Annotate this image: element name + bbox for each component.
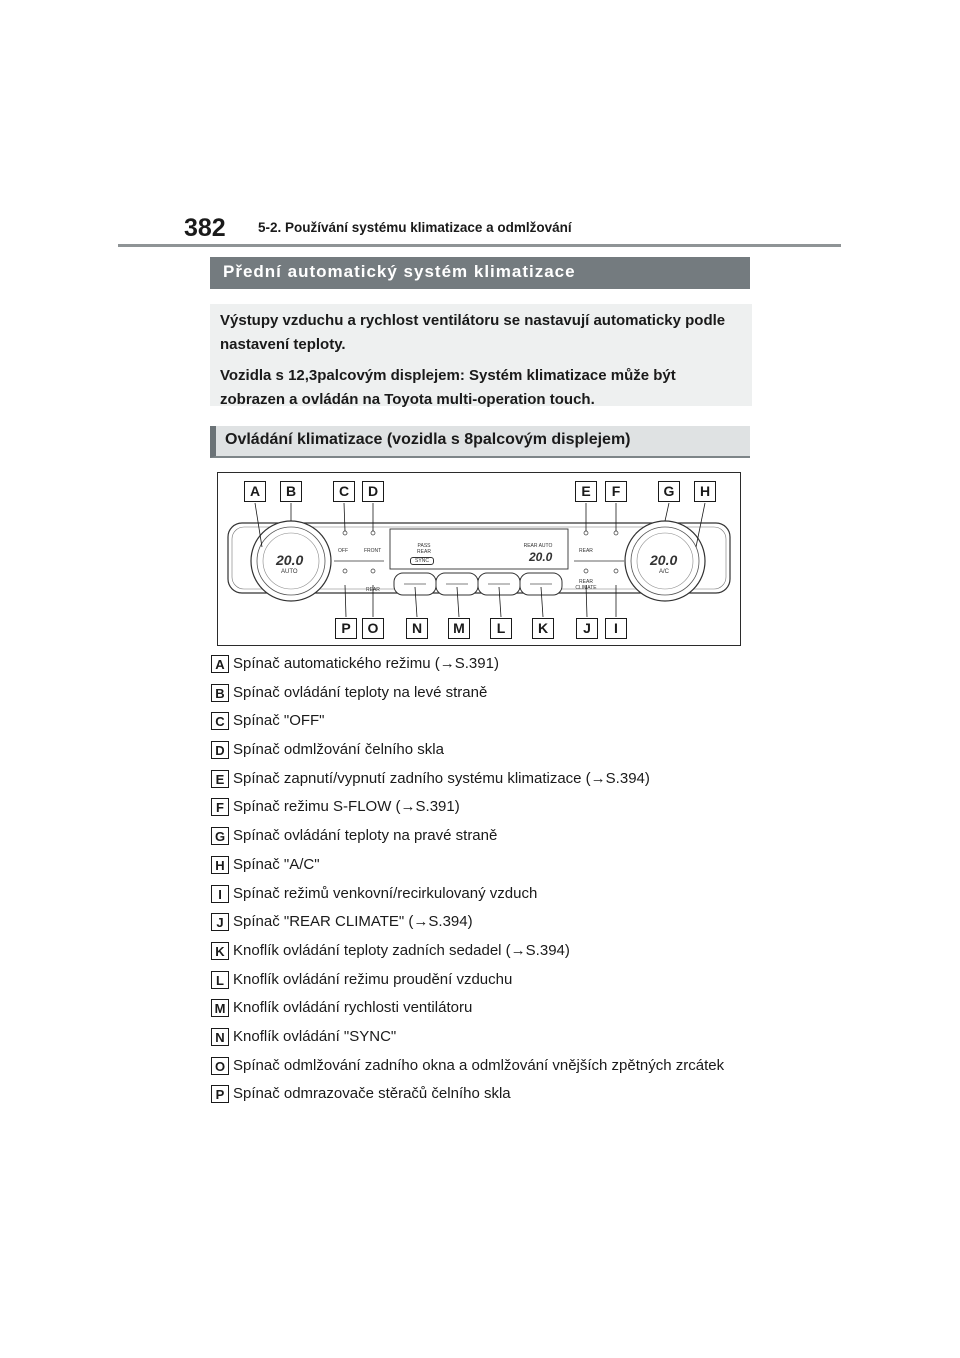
- legend-text: Spínač "REAR CLIMATE" (→S.394): [233, 913, 473, 931]
- legend-text: Spínač ovládání teploty na pravé straně: [233, 827, 498, 845]
- legend-text: Spínač odmlžování čelního skla: [233, 741, 444, 759]
- callout-a: A: [244, 481, 266, 502]
- list-item: [211, 655, 771, 684]
- callout-d: D: [362, 481, 384, 502]
- callout-n: N: [406, 618, 428, 639]
- intro-paragraph-2: Vozidla s 12,3palcovým displejem: Systém klimatizace může být zobrazen a ovládán na Toyota multi-operation touch.: [220, 367, 676, 408]
- right-temp-readout: 20.0: [650, 552, 678, 568]
- left-temp-readout: 20.0: [276, 552, 304, 568]
- rear-climate-label: REAR CLIMATE: [575, 579, 597, 591]
- section-title: Přední automatický systém klimatizace: [210, 257, 750, 289]
- legend-letter: F: [211, 798, 229, 816]
- subsection-heading: Ovládání klimatizace (vozidla s 8palcovým displejem): [210, 426, 750, 458]
- rear-defog-label: REAR: [366, 587, 380, 593]
- legend-letter: D: [211, 741, 229, 759]
- legend-text: Spínač odmrazovače stěračů čelního skla: [233, 1085, 511, 1103]
- callout-l: L: [490, 618, 512, 639]
- header-rule: [118, 244, 841, 247]
- sync-label: SYNC: [410, 557, 434, 565]
- callout-f: F: [605, 481, 627, 502]
- rear-temp-readout: 20.0: [529, 550, 553, 564]
- callout-i: I: [605, 618, 627, 639]
- legend-text: Spínač režimů venkovní/recirkulovaný vzduch: [233, 884, 538, 902]
- list-item: [211, 741, 771, 770]
- intro-box: [210, 304, 752, 406]
- legend-letter: B: [211, 684, 229, 702]
- legend-letter: H: [211, 856, 229, 874]
- legend-text: Knoflík ovládání teploty zadních sedadel (→S.394): [233, 941, 570, 959]
- list-item: [211, 770, 771, 799]
- legend-letter: G: [211, 827, 229, 845]
- legend-list: [211, 655, 771, 1114]
- legend-text: Knoflík ovládání "SYNC": [233, 1027, 397, 1045]
- page-number: 382: [184, 214, 226, 242]
- list-item: [211, 1085, 771, 1114]
- callout-b: B: [280, 481, 302, 502]
- legend-letter: C: [211, 712, 229, 730]
- list-item: [211, 913, 771, 942]
- legend-letter: E: [211, 770, 229, 788]
- legend-text: Spínač "OFF": [233, 712, 325, 730]
- list-item: [211, 971, 771, 1000]
- legend-letter: L: [211, 971, 229, 989]
- legend-letter: I: [211, 885, 229, 903]
- callout-h: H: [694, 481, 716, 502]
- rear-auto-label: REAR AUTO: [523, 543, 553, 549]
- callout-e: E: [575, 481, 597, 502]
- list-item: [211, 885, 771, 914]
- legend-text: Spínač odmlžování zadního okna a odmlžování vnějších zpětných zrcátek: [233, 1056, 725, 1074]
- legend-letter: A: [211, 655, 229, 673]
- legend-letter: O: [211, 1057, 229, 1075]
- legend-letter: P: [211, 1085, 229, 1103]
- list-item: [211, 684, 771, 713]
- list-item: [211, 1028, 771, 1057]
- callout-p: P: [335, 618, 357, 639]
- callout-o: O: [362, 618, 384, 639]
- left-auto-label: AUTO: [281, 569, 298, 575]
- list-item: [211, 856, 771, 885]
- legend-text: Spínač ovládání teploty na levé straně: [233, 683, 488, 701]
- list-item: [211, 827, 771, 856]
- legend-text: Knoflík ovládání rychlosti ventilátoru: [233, 999, 473, 1017]
- legend-text: Spínač automatického režimu (→S.391): [233, 655, 499, 672]
- legend-text: Spínač "A/C": [233, 855, 320, 873]
- list-item: [211, 942, 771, 971]
- legend-text: Knoflík ovládání režimu proudění vzduchu: [233, 970, 513, 988]
- off-label: OFF: [338, 548, 348, 554]
- legend-letter: K: [211, 942, 229, 960]
- callout-g: G: [658, 481, 680, 502]
- legend-text: Spínač režimu S-FLOW (→S.391): [233, 798, 460, 816]
- right-ac-label: A/C: [659, 569, 670, 575]
- legend-letter: J: [211, 913, 229, 931]
- legend-letter: M: [211, 999, 229, 1017]
- climate-panel-figure: [217, 472, 741, 646]
- rear-onoff-label: REAR: [579, 548, 593, 554]
- legend-text: Spínač zapnutí/vypnutí zadního systému klimatizace (→S.394): [233, 769, 650, 787]
- callout-k: K: [532, 618, 554, 639]
- list-item: [211, 798, 771, 827]
- list-item: [211, 712, 771, 741]
- legend-letter: N: [211, 1028, 229, 1046]
- list-item: [211, 1057, 771, 1086]
- callout-c: C: [333, 481, 355, 502]
- intro-paragraph-1: Výstupy vzduchu a rychlost ventilátoru se nastavují automaticky podle nastavení teploty.: [220, 312, 726, 353]
- front-defog-label: FRONT: [364, 548, 382, 554]
- chapter-title: 5-2. Používání systému klimatizace a odmlžování: [258, 220, 572, 235]
- callout-m: M: [448, 618, 470, 639]
- list-item: [211, 999, 771, 1028]
- callout-j: J: [576, 618, 598, 639]
- pass-rear-label: PASS REAR: [417, 543, 431, 555]
